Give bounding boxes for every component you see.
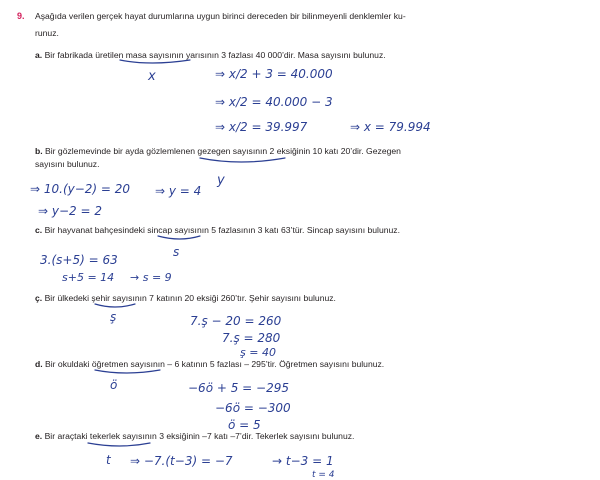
underline-c (158, 236, 200, 239)
var-cc: ş (110, 310, 117, 324)
item-a-label: a. (35, 50, 43, 60)
eq-a-3: ⇒ x/2 = 39.997 (215, 120, 308, 134)
eq-d-2: −6ö = −300 (215, 401, 291, 415)
question-intro-line2: runuz. (35, 28, 59, 38)
item-e-label: e. (35, 431, 43, 441)
item-cc-label: ç. (35, 293, 43, 303)
item-d-label: d. (35, 359, 43, 369)
eq-b-3: ⇒ y = 4 (155, 184, 202, 198)
item-b-text-line1: Bir gözlemevinde bir ayda gözlemlenen gezegen sayısının 2 eksiğinin 10 katı 20’dir. Gezegen (45, 146, 401, 156)
eq-b-1: ⇒ 10.(y−2) = 20 (30, 182, 131, 196)
item-cc-text: Bir ülkedeki şehir sayısının 7 katının 20 eksiği 260’tır. Şehir sayısını bulunuz. (44, 293, 336, 303)
eq-d-3: ö = 5 (228, 418, 261, 432)
item-c-label: c. (35, 225, 43, 235)
item-d (35, 359, 384, 370)
eq-e-2: → t−3 = 1 (272, 454, 334, 468)
item-c (35, 225, 400, 236)
eq-cc-3: ş = 40 (240, 346, 276, 359)
eq-cc-2: 7.ş = 280 (222, 331, 281, 345)
eq-b-2: ⇒ y−2 = 2 (38, 204, 102, 218)
eq-a-4: ⇒ x = 79.994 (350, 120, 431, 134)
underline-cc (95, 304, 135, 307)
eq-e-1: ⇒ −7.(t−3) = −7 (130, 454, 233, 468)
var-b: y (217, 173, 225, 188)
eq-c-1: 3.(s+5) = 63 (40, 253, 118, 267)
eq-d-1: −6ö + 5 = −295 (188, 381, 289, 395)
underline-d (95, 370, 160, 373)
question-number: 9. (17, 11, 25, 21)
item-cc (35, 293, 336, 304)
item-b-text-line2: sayısını bulunuz. (35, 159, 100, 169)
item-a (35, 50, 386, 61)
item-e-text: Bir araçtaki tekerlek sayısının 3 eksiğinin –7 katı –7’dir. Tekerlek sayısını bulunuz. (44, 431, 355, 441)
item-b-label: b. (35, 146, 43, 156)
item-a-text: Bir fabrikada üretilen masa sayısının yarısının 3 fazlası 40 000’dir. Masa sayısını bulunuz. (44, 50, 386, 60)
var-a: x (148, 69, 156, 84)
eq-c-2: s+5 = 14 (62, 271, 115, 284)
underline-b (200, 158, 285, 162)
eq-cc-1: 7.ş − 20 = 260 (190, 314, 282, 328)
question-intro-line1: Aşağıda verilen gerçek hayat durumlarına uygun birinci dereceden bir bilinmeyenli denklemler ku- (35, 11, 406, 21)
underline-e (88, 443, 150, 446)
item-c-text: Bir hayvanat bahçesindeki sincap sayısının 5 fazlasının 3 katı 63’tür. Sincap sayısını bulunuz. (44, 225, 400, 235)
var-e: t (106, 453, 111, 467)
item-d-text: Bir okuldaki öğretmen sayısının – 6 katının 5 fazlası – 295’tir. Öğretmen sayısını bulunuz. (45, 359, 385, 369)
var-d: ö (110, 378, 118, 392)
eq-e-3: t = 4 (312, 470, 335, 480)
eq-a-2: ⇒ x/2 = 40.000 − 3 (215, 95, 333, 109)
item-b (35, 146, 401, 157)
var-c: s (173, 245, 180, 259)
item-e (35, 431, 354, 442)
eq-c-3: → s = 9 (130, 271, 172, 284)
eq-a-1: ⇒ x/2 + 3 = 40.000 (215, 67, 333, 81)
